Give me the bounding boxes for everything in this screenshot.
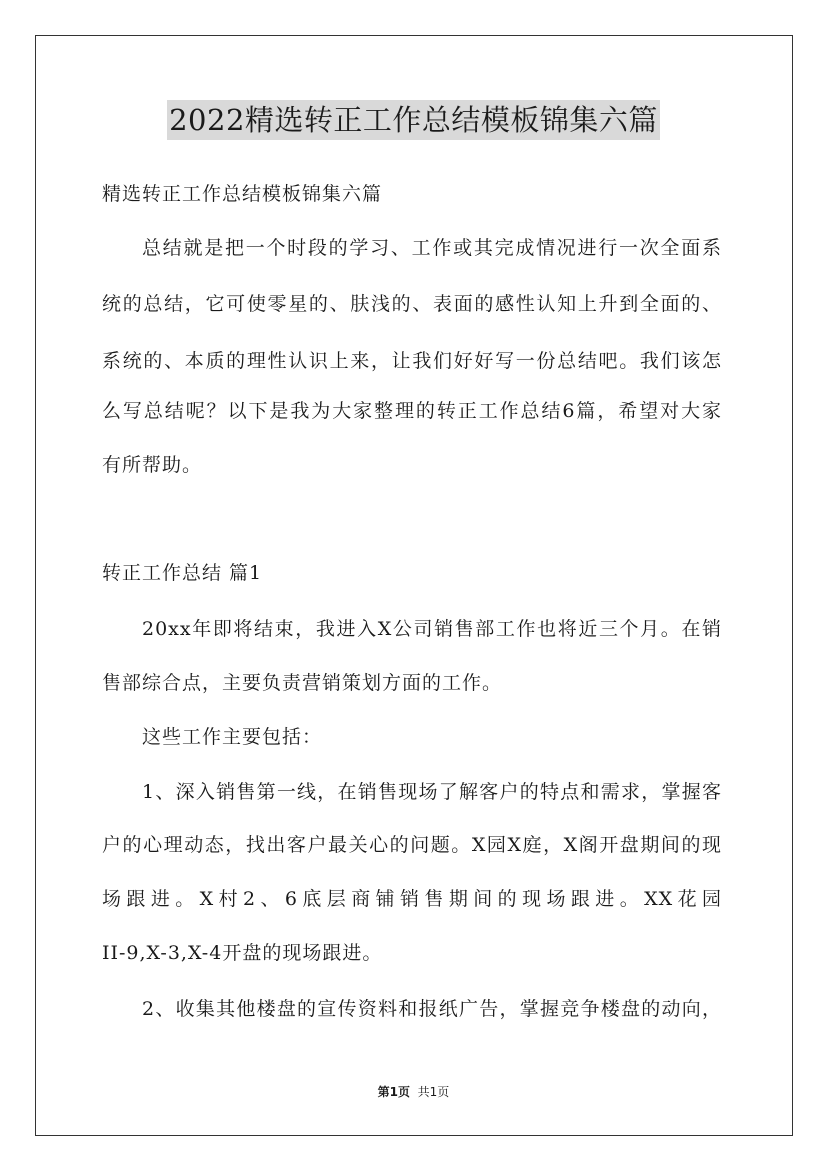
page-number: 第1页 [377,1085,411,1099]
section-line-3: 这些工作主要包括： [142,726,323,748]
intro-line-2: 统的总结，它可使零星的、肤浅的、表面的感性认知上升到全面的、 [102,293,722,315]
page-total: 共1页 [417,1085,450,1099]
section-line-2: 售部综合点，主要负责营销策划方面的工作。 [102,672,503,694]
section-heading: 转正工作总结 篇1 [102,562,263,584]
section-line-8: 2、收集其他楼盘的宣传资料和报纸广告，掌握竞争楼盘的动向， [142,998,722,1020]
section-line-1: 20xx年即将结束，我进入X公司销售部工作也将近三个月。在销 [142,618,722,640]
section-line-4: 1、深入销售第一线，在销售现场了解客户的特点和需求，掌握客 [142,781,722,803]
intro-line-3: 系统的、本质的理性认识上来，让我们好好写一份总结吧。我们该怎 [102,350,722,372]
section-line-5: 户的心理动态，找出客户最关心的问题。X园X庭，X阁开盘期间的现 [102,834,722,856]
document-title: 2022精选转正工作总结模板锦集六篇 [167,100,660,140]
intro-line-1: 总结就是把一个时段的学习、工作或其完成情况进行一次全面系 [142,237,722,259]
intro-line-5: 有所帮助。 [102,454,203,476]
title-container [0,100,827,140]
intro-line-4: 么写总结呢？以下是我为大家整理的转正工作总结6篇，希望对大家 [102,400,722,422]
section-line-6: 场跟进。X村2、6底层商铺销售期间的现场跟进。XX花园 [102,888,722,910]
section-line-7: II-9,X-3,X-4开盘的现场跟进。 [102,942,383,964]
document-subtitle: 精选转正工作总结模板锦集六篇 [102,183,383,205]
page-footer [0,1084,827,1100]
